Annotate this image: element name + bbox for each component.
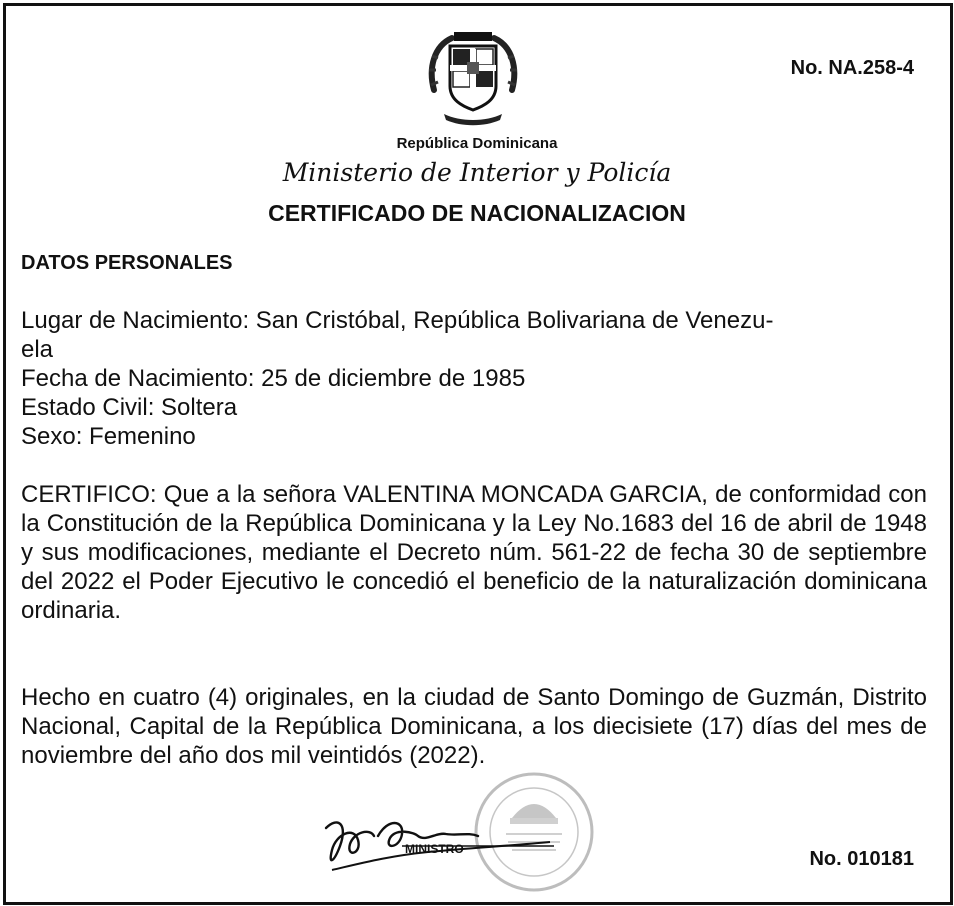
personal-data-heading: DATOS PERSONALES xyxy=(21,252,233,274)
coat-of-arms-icon xyxy=(424,28,522,128)
birthdate-line: Fecha de Nacimiento: 25 de diciembre de 1985 xyxy=(21,365,526,392)
republic-label: República Dominicana xyxy=(396,135,558,152)
birthplace-line-continued: ela xyxy=(21,336,54,363)
certificate-title: CERTIFICADO DE NACIONALIZACION xyxy=(268,200,686,226)
serial-number: No. 010181 xyxy=(809,848,914,870)
civil-status-line: Estado Civil: Soltera xyxy=(21,394,238,421)
issuance-paragraph: Hecho en cuatro (4) originales, en la ciudad de Santo Domingo de Guzmán, Distrito Nacional, Capital de la República Dominicana, a los diecisiete (17) días del mes de noviembre del año dos mil veintidós (2022). xyxy=(21,684,927,769)
signer-label: MINISTRO xyxy=(405,842,464,856)
sex-line: Sexo: Femenino xyxy=(21,423,196,450)
signature-icon xyxy=(318,806,558,876)
ministry-name: Ministerio de Interior y Policía xyxy=(282,158,672,187)
document-number: No. NA.258-4 xyxy=(790,57,914,79)
certification-paragraph: CERTIFICO: Que a la señora VALENTINA MONCADA GARCIA, de conformidad con la Constitución de la República Dominicana y la Ley No.1683 del 16 de abril de 1948 y sus modificaciones, mediante el Decreto núm. 561-22 de fecha 30 de septiembre del 2022 el Poder Ejecutivo le concedió el beneficio de la naturalización dominicana ordinaria. xyxy=(21,481,927,624)
birthplace-line: Lugar de Nacimiento: San Cristóbal, República Bolivariana de Venezu- xyxy=(21,307,774,334)
personal-data-block xyxy=(21,306,927,451)
